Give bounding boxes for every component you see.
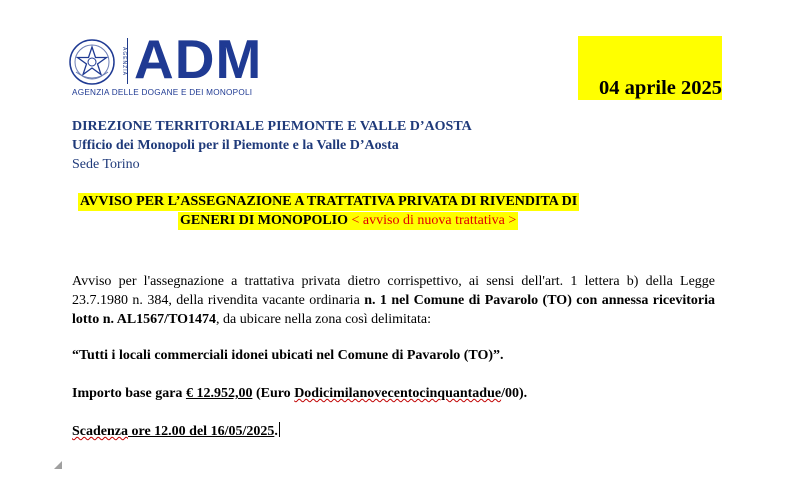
deadline-end: .	[274, 424, 278, 439]
office-name: Ufficio dei Monopoli per il Piemonte e la Valle D’Aosta	[72, 138, 399, 153]
logo-divider	[127, 38, 128, 84]
deadline-label: Scadenza	[72, 424, 128, 439]
logo-brand: ADM	[134, 28, 263, 90]
notice-title-line2	[178, 212, 518, 230]
amount-value: € 12.952,00	[185, 386, 253, 401]
amount-words: Dodicimilanovecentocinquantadue	[294, 386, 502, 401]
body-text-end: , da ubicare nella zona così delimitata:	[216, 312, 432, 327]
office-seat: Sede Torino	[72, 157, 140, 172]
body-text-bold: n. 1 nel Comune di Pavarolo (TO) con annessa ricevitoria lotto n. AL1567/TO1474	[72, 293, 715, 327]
deadline-text: ore 12.00 del 16/05/2025	[128, 424, 275, 439]
notice-title-text: GENERI DI MONOPOLIO	[180, 213, 349, 228]
page-corner-marker	[54, 461, 62, 469]
amount-paren-close: /00).	[501, 386, 528, 401]
text-cursor	[279, 422, 280, 437]
notice-title-note: < avviso di nuova trattativa >	[351, 213, 517, 228]
logo-vertical-text: AGENZIA	[121, 46, 127, 76]
direction-title: DIREZIONE TERRITORIALE PIEMONTE E VALLE D’AOSTA	[72, 119, 472, 134]
logo-subtitle: AGENZIA DELLE DOGANE E DEI MONOPOLI	[72, 88, 253, 97]
notice-body	[72, 272, 715, 329]
body-text-start: Avviso per l'assegnazione a trattativa privata dietro corrispettivo, ai sensi dell'art. 1 lettera b) della Legge 23.7.1980 n. 384, della rivendita vacante ordinaria	[72, 274, 715, 308]
notice-title-line1: AVVISO PER L’ASSEGNAZIONE A TRATTATIVA PRIVATA DI RIVENDITA DI	[80, 194, 578, 209]
emblem-icon	[68, 38, 116, 86]
document-date: 04 aprile 2025	[599, 77, 722, 99]
deadline	[72, 422, 280, 441]
amount-paren-open: (Euro	[252, 386, 295, 401]
zone-quote: “Tutti i locali commerciali idonei ubicati nel Comune di Pavarolo (TO)”.	[72, 348, 504, 363]
amount-label: Importo base gara	[72, 386, 186, 401]
base-amount	[72, 384, 527, 403]
